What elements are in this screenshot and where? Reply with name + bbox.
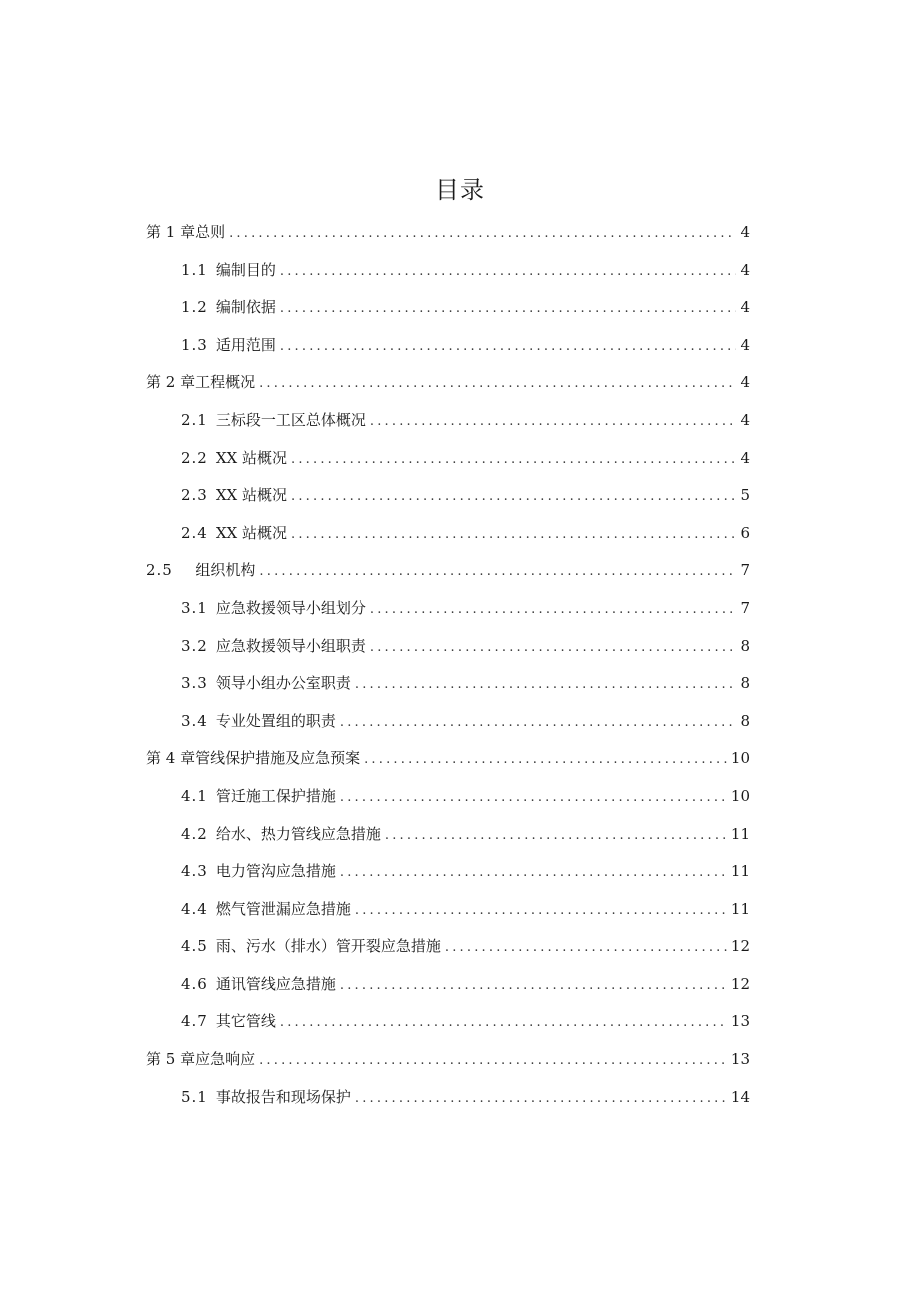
toc-section-number: 1.1 bbox=[181, 260, 208, 279]
toc-page-number: 11 bbox=[730, 824, 750, 843]
toc-entry[interactable] bbox=[146, 1003, 750, 1041]
toc-leader-dots bbox=[355, 892, 727, 930]
toc-section-number: 2.4 bbox=[181, 523, 208, 542]
toc-page-number: 10 bbox=[730, 749, 750, 768]
toc-entry-text: 通讯管线应急措施 bbox=[215, 974, 336, 993]
toc-entry-text: XX 站概况 bbox=[215, 486, 287, 505]
toc-entry-text: 组织机构 bbox=[195, 561, 256, 580]
toc-entry-text: 编制目的 bbox=[215, 260, 276, 279]
toc-entry-text: 专业处置组的职责 bbox=[215, 711, 336, 730]
toc-section-number: 3.4 bbox=[181, 711, 208, 730]
toc-leader-dots bbox=[291, 516, 736, 554]
toc-section-number: 3.1 bbox=[181, 598, 208, 617]
toc-section-number: 1.2 bbox=[181, 298, 208, 317]
toc-section-number: 4.1 bbox=[181, 786, 208, 805]
toc-entry[interactable] bbox=[146, 477, 750, 515]
toc-entry[interactable] bbox=[146, 440, 750, 478]
toc-page-number: 6 bbox=[740, 523, 750, 542]
toc-section-number: 4.5 bbox=[181, 937, 208, 956]
toc-entry-text: 第 2 章工程概况 bbox=[146, 373, 256, 392]
toc-entry-text: 其它管线 bbox=[215, 1012, 276, 1031]
toc-page-number: 7 bbox=[740, 561, 750, 580]
toc-leader-dots bbox=[370, 591, 737, 629]
toc-page-number: 8 bbox=[740, 711, 750, 730]
toc-page-number: 4 bbox=[740, 298, 750, 317]
toc-section-number: 5.1 bbox=[181, 1087, 208, 1106]
toc-page-number: 4 bbox=[740, 260, 750, 279]
toc-entry[interactable] bbox=[146, 402, 750, 440]
toc-leader-dots bbox=[340, 854, 727, 892]
toc-page-number: 11 bbox=[730, 899, 750, 918]
toc-section-number: 2.2 bbox=[181, 448, 208, 467]
toc-page-number: 13 bbox=[730, 1012, 750, 1031]
toc-entry-text: 三标段一工区总体概况 bbox=[215, 410, 366, 429]
toc-page-number: 4 bbox=[740, 223, 750, 241]
toc-page-number: 12 bbox=[730, 974, 750, 993]
toc-section-number: 2.3 bbox=[181, 486, 208, 505]
toc-entry[interactable] bbox=[146, 816, 750, 854]
toc-entry[interactable] bbox=[146, 289, 750, 327]
toc-entry[interactable] bbox=[146, 515, 750, 553]
toc-entry[interactable] bbox=[146, 327, 750, 365]
toc-leader-dots bbox=[340, 779, 727, 817]
toc-leader-dots bbox=[259, 365, 736, 403]
toc-page-number: 8 bbox=[740, 636, 750, 655]
toc-section-number: 4.2 bbox=[181, 824, 208, 843]
toc-leader-dots bbox=[280, 253, 737, 291]
toc-leader-dots bbox=[340, 967, 727, 1005]
toc-section-number: 4.3 bbox=[181, 862, 208, 881]
toc-entry[interactable] bbox=[146, 665, 750, 703]
toc-entry[interactable] bbox=[146, 552, 750, 590]
toc-page-number: 4 bbox=[740, 335, 750, 354]
toc-entry-text: 领导小组办公室职责 bbox=[215, 674, 351, 693]
toc-entry-text: 应急救援领导小组划分 bbox=[215, 598, 366, 617]
toc-page-number: 4 bbox=[740, 410, 750, 429]
toc-entry[interactable] bbox=[146, 214, 750, 252]
toc-entry-text: 给水、热力管线应急措施 bbox=[215, 824, 381, 843]
toc-entry[interactable] bbox=[146, 853, 750, 891]
toc-page-number: 8 bbox=[740, 674, 750, 693]
toc-page-number: 7 bbox=[740, 598, 750, 617]
toc-entry-text: 第 5 章应急响应 bbox=[146, 1050, 256, 1069]
toc-leader-dots bbox=[370, 629, 737, 667]
toc-entry-text: 应急救援领导小组职责 bbox=[215, 636, 366, 655]
toc-entry[interactable] bbox=[146, 590, 750, 628]
toc-entry-text: XX 站概况 bbox=[215, 523, 287, 542]
toc-page-number: 13 bbox=[730, 1050, 750, 1069]
toc-entry-text: 事故报告和现场保护 bbox=[215, 1087, 351, 1106]
toc-entry-text: 第 4 章管线保护措施及应急预案 bbox=[146, 749, 361, 768]
toc-leader-dots bbox=[280, 328, 737, 366]
toc-entry-text: 编制依据 bbox=[215, 298, 276, 317]
toc-section-number: 1.3 bbox=[181, 335, 208, 354]
toc-entry-text: 雨、污水（排水）管开裂应急措施 bbox=[215, 937, 441, 956]
toc-leader-dots bbox=[355, 666, 737, 704]
toc-leader-dots bbox=[291, 478, 736, 516]
toc-entry[interactable] bbox=[146, 966, 750, 1004]
toc-section-number: 2.5 bbox=[146, 561, 173, 580]
toc-leader-dots bbox=[370, 403, 737, 441]
toc-entry[interactable] bbox=[146, 628, 750, 666]
toc-leader-dots bbox=[259, 553, 736, 591]
toc-entry-text: 燃气管泄漏应急措施 bbox=[215, 899, 351, 918]
toc-section-number: 4.7 bbox=[181, 1012, 208, 1031]
toc-leader-dots bbox=[340, 704, 737, 742]
toc-section-number: 3.3 bbox=[181, 674, 208, 693]
toc-page-number: 14 bbox=[730, 1087, 750, 1106]
toc-entry[interactable] bbox=[146, 1041, 750, 1079]
toc-leader-dots bbox=[259, 1042, 727, 1080]
toc-list bbox=[146, 214, 750, 1116]
toc-leader-dots bbox=[445, 929, 727, 967]
toc-page-number: 4 bbox=[740, 448, 750, 467]
toc-entry[interactable] bbox=[146, 928, 750, 966]
toc-page-number: 4 bbox=[740, 373, 750, 392]
toc-section-number: 3.2 bbox=[181, 636, 208, 655]
page-title: 目录 bbox=[435, 176, 485, 204]
toc-page-number: 12 bbox=[730, 937, 750, 956]
toc-section-number: 2.1 bbox=[181, 410, 208, 429]
toc-leader-dots bbox=[291, 441, 736, 479]
toc-section-number: 4.4 bbox=[181, 899, 208, 918]
toc-leader-dots bbox=[364, 741, 727, 779]
toc-page-number: 11 bbox=[730, 862, 750, 881]
toc-entry[interactable] bbox=[146, 778, 750, 816]
toc-entry[interactable] bbox=[146, 703, 750, 741]
toc-entry[interactable] bbox=[146, 364, 750, 402]
toc-entry-text: 第 1 章总则 bbox=[146, 223, 226, 241]
toc-entry[interactable] bbox=[146, 891, 750, 929]
toc-entry-text: 电力管沟应急措施 bbox=[215, 862, 336, 881]
toc-leader-dots bbox=[280, 290, 737, 328]
toc-entry-text: 管迁施工保护措施 bbox=[215, 786, 336, 805]
toc-leader-dots bbox=[280, 1004, 727, 1042]
toc-section-number: 4.6 bbox=[181, 974, 208, 993]
toc-page-number: 5 bbox=[740, 486, 750, 505]
toc-leader-dots bbox=[229, 215, 736, 253]
toc-entry-text: 适用范围 bbox=[215, 335, 276, 354]
toc-entry[interactable] bbox=[146, 740, 750, 778]
toc-entry[interactable] bbox=[146, 252, 750, 290]
toc-entry-text: XX 站概况 bbox=[215, 448, 287, 467]
toc-entry[interactable] bbox=[146, 1079, 750, 1117]
toc-leader-dots bbox=[355, 1080, 727, 1118]
toc-page-number: 10 bbox=[730, 786, 750, 805]
toc-leader-dots bbox=[385, 817, 727, 855]
